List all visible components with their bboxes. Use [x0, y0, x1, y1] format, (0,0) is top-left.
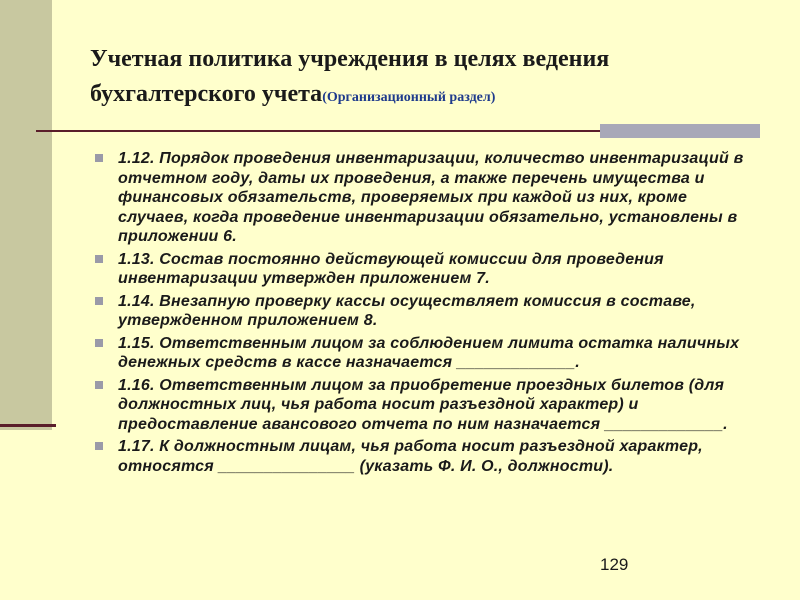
- left-decorative-bar: [0, 0, 52, 430]
- square-bullet-icon: [95, 339, 103, 347]
- square-bullet-icon: [95, 255, 103, 263]
- left-bar-divider: [0, 424, 56, 427]
- square-bullet-icon: [95, 297, 103, 305]
- list-item-text: 1.12. Порядок проведения инвентаризации, количество инвентаризаций в отчетном году, даты их проведения, а также перечень имущества и финансовых обязательств, проверяемых при каждой из них, кроме случаев, когда проведение инвентаризации обязательно, установлены в приложении 6.: [118, 150, 744, 245]
- title-divider-accent: [600, 124, 760, 138]
- list-item-text: 1.17. К должностным лицам, чья работа носит разъездной характер, относятся _______________ (указать Ф. И. О., должности).: [118, 438, 703, 475]
- list-item-text: 1.14. Внезапную проверку кассы осуществляет комиссия в составе, утвержденном приложением 8.: [118, 292, 696, 329]
- list-item-text: 1.13. Состав постоянно действующей комиссии для проведения инвентаризации утвержден приложением 7.: [118, 250, 664, 287]
- square-bullet-icon: [95, 154, 103, 162]
- policy-item-list: [95, 149, 755, 479]
- page-number: 129: [600, 555, 629, 574]
- slide-subtitle: (Организационный раздел): [322, 90, 496, 105]
- list-item-text: 1.16. Ответственным лицом за приобретение проездных билетов (для должностных лиц, чья работа носит разъездной характер) и предоставление авансового отчета по ним назначается _____________.: [118, 376, 728, 433]
- square-bullet-icon: [95, 381, 103, 389]
- list-item: [95, 292, 755, 331]
- slide-title: [90, 42, 770, 115]
- square-bullet-icon: [95, 442, 103, 450]
- list-item: [95, 376, 755, 435]
- slide-title-text: Учетная политика учреждения в целях ведения бухгалтерского учета: [90, 46, 610, 107]
- list-item: [95, 149, 755, 247]
- list-item-text: 1.15. Ответственным лицом за соблюдением лимита остатка наличных денежных средств в кассе назначается _____________.: [118, 334, 740, 371]
- list-item: [95, 334, 755, 373]
- list-item: [95, 250, 755, 289]
- list-item: [95, 437, 755, 476]
